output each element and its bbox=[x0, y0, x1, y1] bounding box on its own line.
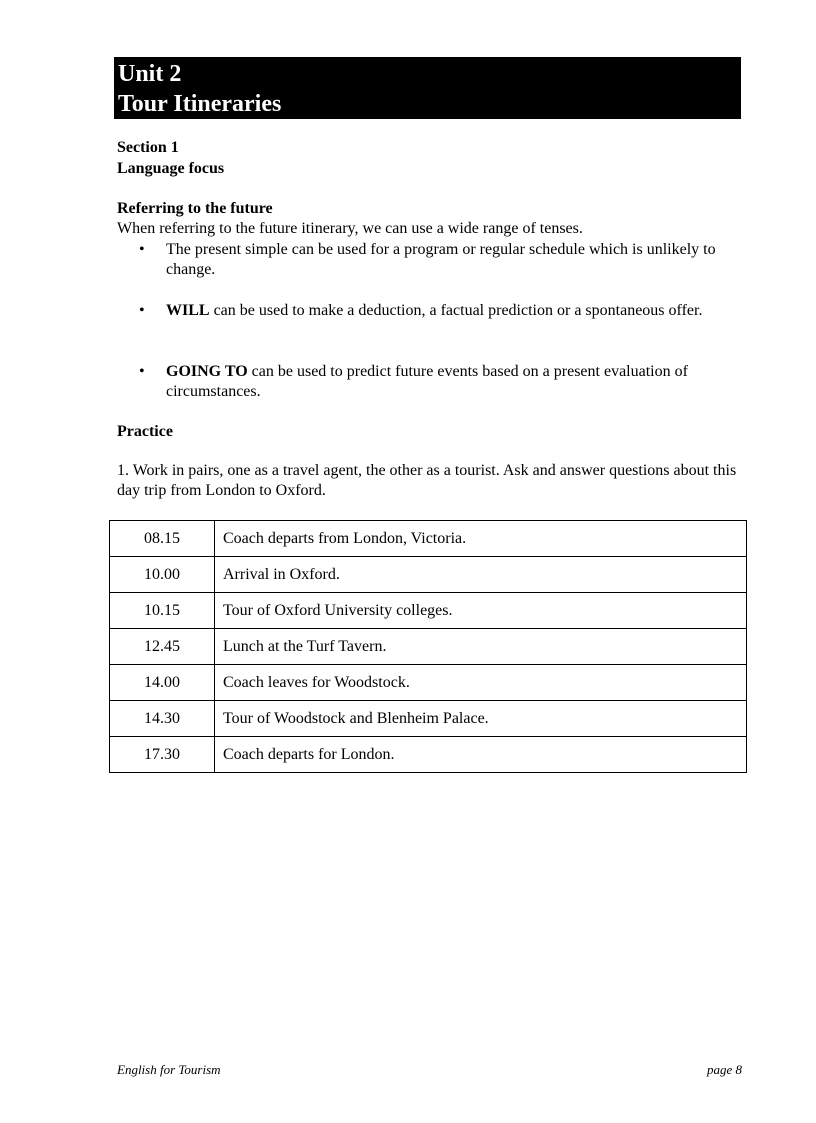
bullet-dot-icon: • bbox=[139, 363, 145, 380]
section-subtitle: Language focus bbox=[117, 160, 225, 177]
bullet-keyword: GOING TO bbox=[166, 363, 248, 380]
future-heading: Referring to the future bbox=[117, 200, 273, 217]
table-row bbox=[110, 593, 747, 629]
itinerary-table bbox=[109, 520, 747, 773]
itinerary-time: 14.30 bbox=[110, 701, 215, 737]
itinerary-event: Tour of Oxford University colleges. bbox=[215, 593, 747, 629]
practice-instruction: 1. Work in pairs, one as a travel agent, the other as a tourist. Ask and answer questions about this day trip from London to Oxford. bbox=[117, 462, 737, 499]
itinerary-time: 10.15 bbox=[110, 593, 215, 629]
bullet-dot-icon: • bbox=[139, 241, 145, 258]
itinerary-time: 14.00 bbox=[110, 665, 215, 701]
bullet-text: can be used to predict future events based on a present evaluation of circumstances. bbox=[166, 363, 688, 400]
itinerary-time: 08.15 bbox=[110, 521, 215, 557]
future-intro: When referring to the future itinerary, we can use a wide range of tenses. bbox=[117, 220, 583, 237]
footer-page-number: page 8 bbox=[706, 1062, 742, 1077]
bullet-keyword: WILL bbox=[166, 302, 210, 319]
itinerary-event: Lunch at the Turf Tavern. bbox=[215, 629, 747, 665]
section-label: Section 1 bbox=[117, 139, 179, 156]
bullet-text: can be used to make a deduction, a factual prediction or a spontaneous offer. bbox=[209, 302, 703, 319]
unit-title: Tour Itineraries bbox=[118, 91, 282, 117]
footer-book-title: English for Tourism bbox=[117, 1062, 221, 1077]
unit-label: Unit 2 bbox=[118, 61, 182, 87]
itinerary-event: Coach departs for London. bbox=[215, 737, 747, 773]
itinerary-event: Coach departs from London, Victoria. bbox=[215, 521, 747, 557]
table-row bbox=[110, 521, 747, 557]
table-row bbox=[110, 629, 747, 665]
table-row bbox=[110, 557, 747, 593]
itinerary-time: 17.30 bbox=[110, 737, 215, 773]
practice-heading: Practice bbox=[117, 423, 173, 440]
itinerary-time: 12.45 bbox=[110, 629, 215, 665]
unit-banner bbox=[114, 57, 741, 119]
bullet-text: The present simple can be used for a program or regular schedule which is unlikely to change. bbox=[166, 241, 716, 278]
itinerary-event: Tour of Woodstock and Blenheim Palace. bbox=[215, 701, 747, 737]
table-row bbox=[110, 665, 747, 701]
itinerary-event: Arrival in Oxford. bbox=[215, 557, 747, 593]
itinerary-time: 10.00 bbox=[110, 557, 215, 593]
itinerary-event: Coach leaves for Woodstock. bbox=[215, 665, 747, 701]
table-row bbox=[110, 737, 747, 773]
bullet-dot-icon: • bbox=[139, 302, 145, 319]
table-row bbox=[110, 701, 747, 737]
